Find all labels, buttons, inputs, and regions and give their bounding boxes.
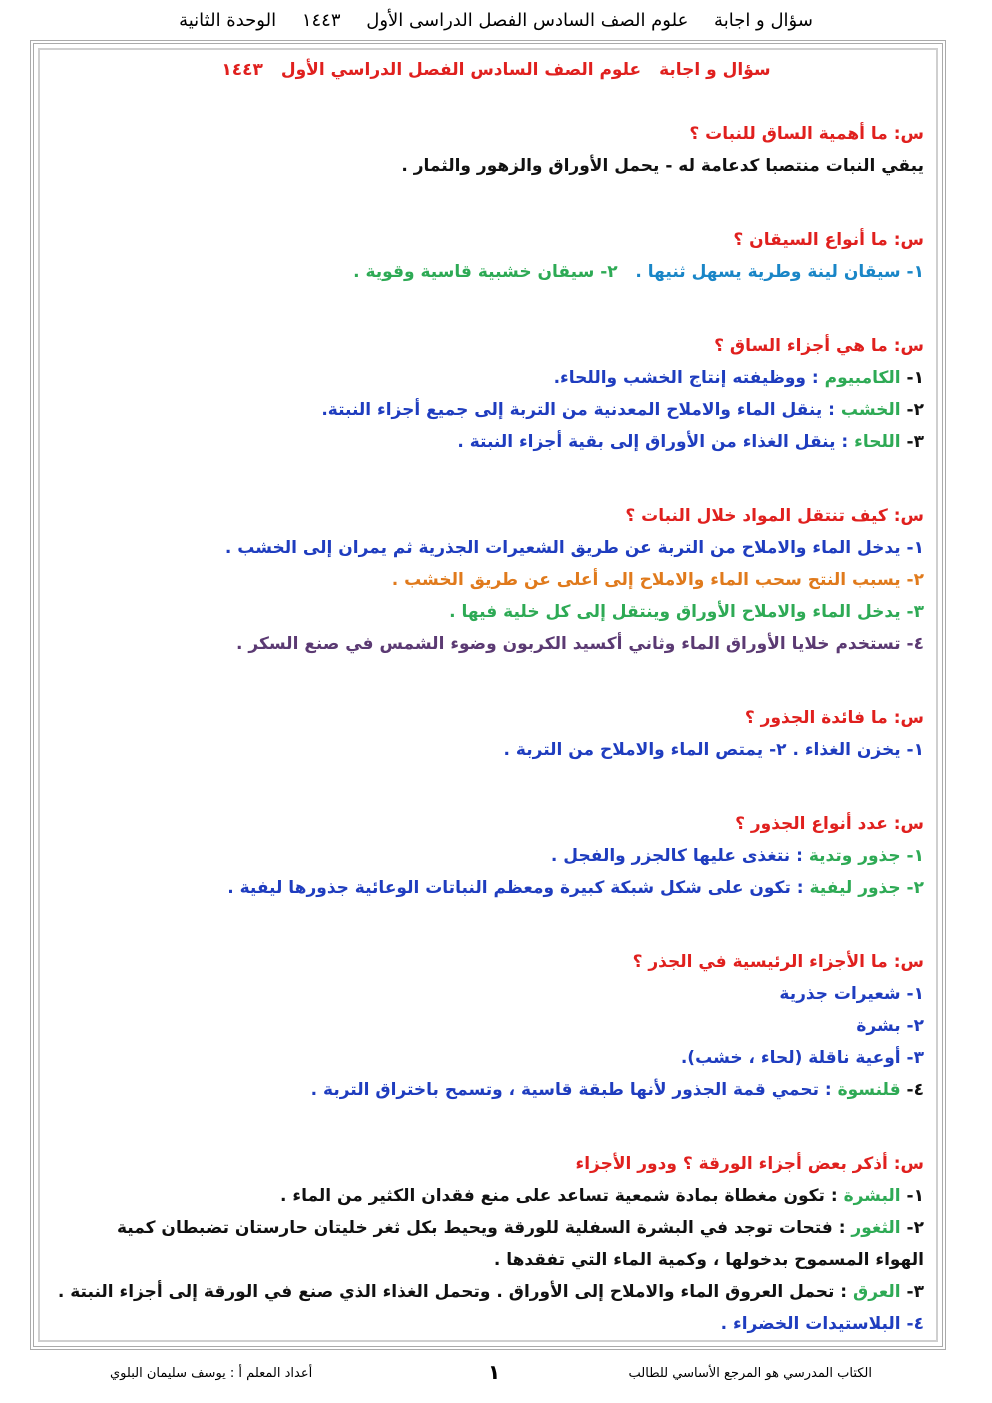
answer-root-benefit: ١- يخزن الغذاء . ٢- يمتص الماء والاملاح من التربة . xyxy=(503,740,924,760)
question-stem-importance: س: ما أهمية الساق للنبات ؟ xyxy=(689,124,924,144)
root-type-2: ٢- جذور ليفية : تكون على شكل شبكة كبيرة ومعظم النباتات الوعائية جذورها ليفية . xyxy=(227,878,924,898)
footer-reference: الكتاب المدرسي هو المرجع الأساسي للطالب xyxy=(628,1366,872,1381)
leaf-part-1: ١- البشرة : تكون مغطاة بمادة شمعية تساعد على منع فقدان الكثير من الماء . xyxy=(280,1186,924,1206)
header-qa: سؤال و اجابة xyxy=(714,10,813,31)
title-qa: سؤال و اجابة xyxy=(659,60,771,80)
root-part-1: ١- شعيرات جذرية xyxy=(779,984,924,1004)
stem-part-1: ١- الكامبيوم : ووظيفته إنتاج الخشب واللحاء. xyxy=(553,368,924,388)
question-stem-parts: س: ما هي أجزاء الساق ؟ xyxy=(714,336,924,356)
title-year: ١٤٤٣ xyxy=(221,60,263,80)
stem-type-2: ٢- سيقان خشبية قاسية وقوية . xyxy=(353,262,618,282)
page-footer xyxy=(0,1360,992,1390)
stem-type-1: ١- سيقان لينة وطرية يسهل ثنيها . xyxy=(635,262,924,282)
qa-content xyxy=(57,118,924,1340)
stem-part-2: ٢- الخشب : ينقل الماء والاملاح المعدنية من التربة إلى جميع أجزاء النبتة. xyxy=(321,400,924,420)
header-year: ١٤٤٣ xyxy=(301,10,341,31)
leaf-part-2: ٢- الثغور : فتحات توجد في البشرة السفلية للورقة ويحيط بكل ثغر خليتان حارستان تضبطان كمية الهواء المسموح بدخولها ، وكمية الماء التي تفقدها . xyxy=(116,1218,924,1270)
answer-stem-types xyxy=(82,256,924,288)
question-root-parts: س: ما الأجزاء الرئيسية في الجذر ؟ xyxy=(632,952,924,972)
question-transport: س: كيف تنتقل المواد خلال النبات ؟ xyxy=(625,506,924,526)
document-title xyxy=(0,60,992,80)
leaf-part-4: ٤- البلاستيدات الخضراء . xyxy=(720,1314,924,1334)
title-subject: علوم الصف السادس الفصل الدراسي الأول xyxy=(280,60,642,80)
header-unit: الوحدة الثانية xyxy=(179,10,277,31)
stem-part-3: ٣- اللحاء : ينقل الغذاء من الأوراق إلى بقية أجزاء النبتة . xyxy=(457,432,924,452)
leaf-part-3: ٣- العرق : تحمل العروق الماء والاملاح إلى الأوراق . وتحمل الغذاء الذي صنع في الورقة إلى أجزاء النبتة . xyxy=(57,1282,924,1302)
transport-step-2: ٢- يسبب النتح سحب الماء والاملاح إلى أعلى عن طريق الخشب . xyxy=(391,570,924,590)
running-header xyxy=(0,10,992,31)
root-part-2: ٢- بشرة xyxy=(856,1016,924,1036)
question-stem-types: س: ما أنواع السيقان ؟ xyxy=(733,230,924,250)
answer-stem-importance: يبقي النبات منتصبا كدعامة له - يحمل الأوراق والزهور والثمار . xyxy=(401,156,924,176)
question-leaf-parts: س: أذكر بعض أجزاء الورقة ؟ ودور الأجزاء xyxy=(575,1154,924,1174)
header-subject: علوم الصف السادس الفصل الدراسى الأول xyxy=(366,10,689,31)
transport-step-4: ٤- تستخدم خلايا الأوراق الماء وثاني أكسيد الكربون وضوء الشمس في صنع السكر . xyxy=(236,634,924,654)
transport-step-1: ١- يدخل الماء والاملاح من التربة عن طريق الشعيرات الجذرية ثم يمران إلى الخشب . xyxy=(224,538,924,558)
question-root-types: س: عدد أنواع الجذور ؟ xyxy=(735,814,924,834)
root-part-3: ٣- أوعية ناقلة (لحاء ، خشب). xyxy=(680,1048,924,1068)
transport-step-3: ٣- يدخل الماء والاملاح الأوراق وينتقل إلى كل خلية فيها . xyxy=(449,602,924,622)
root-type-1: ١- جذور وتدية : نتغذى عليها كالجزر والفجل . xyxy=(550,846,924,866)
footer-teacher: أعداد المعلم أ : يوسف سليمان البلوي xyxy=(110,1366,313,1381)
root-part-4: ٤- قلنسوة : تحمي قمة الجذور لأنها طبقة قاسية ، وتسمح باختراق التربة . xyxy=(310,1080,924,1100)
page-number: ١ xyxy=(488,1360,501,1384)
question-root-benefit: س: ما فائدة الجذور ؟ xyxy=(744,708,924,728)
